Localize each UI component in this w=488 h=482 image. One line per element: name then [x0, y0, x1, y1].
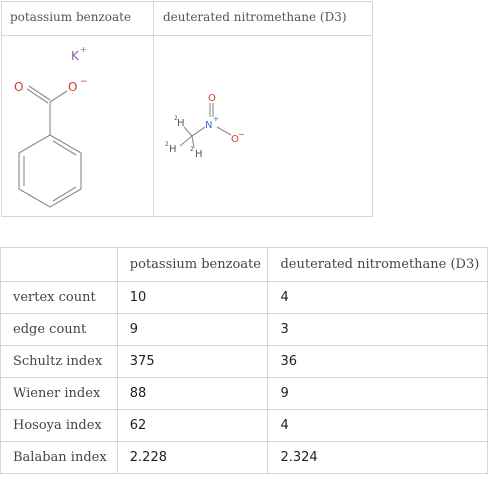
anion-oxygen: O	[68, 80, 78, 94]
deuterium-1: H	[177, 118, 185, 129]
row-label: Balaban index	[1, 442, 118, 474]
row-label: edge count	[1, 314, 118, 346]
row-value-benzoate: 9	[117, 314, 268, 346]
bond-n-o-single	[217, 127, 231, 135]
row-label: Hosoya index	[1, 410, 118, 442]
row-value-nitromethane: 3	[268, 314, 488, 346]
potassium-atom: K	[71, 49, 79, 63]
deuterium-2: H	[169, 144, 177, 155]
structures-table	[0, 0, 373, 218]
deuterium-3: H	[195, 149, 203, 160]
bond-c-o-single	[50, 91, 67, 102]
header-cell-deuterated-nitromethane: deuterated nitromethane (D3)	[268, 248, 488, 282]
row-value-nitromethane: 2.324	[268, 442, 488, 474]
benzoate-bonds	[19, 86, 81, 207]
table-row	[1, 282, 488, 314]
anion-charge: −	[80, 77, 88, 87]
row-value-nitromethane: 4	[268, 410, 488, 442]
header-potassium-benzoate: potassium benzoate	[10, 10, 132, 24]
nitrogen-atom: N	[205, 120, 213, 131]
deuterium-3-mass: 2	[190, 146, 194, 153]
table-row	[1, 346, 488, 378]
table-row	[1, 314, 488, 346]
carbonyl-oxygen: O	[14, 80, 24, 94]
benzene-ring	[19, 135, 81, 207]
nitrogen-charge: +	[213, 115, 219, 123]
table-row	[1, 410, 488, 442]
header-cell-potassium-benzoate: potassium benzoate	[117, 248, 268, 282]
table-row	[1, 442, 488, 474]
row-value-benzoate: 2.228	[117, 442, 268, 474]
deuterated-nitromethane-structure	[165, 93, 245, 160]
header-cell-empty	[1, 248, 118, 282]
row-value-benzoate: 88	[117, 378, 268, 410]
bond-c-d-2	[180, 136, 192, 146]
potassium-charge: +	[80, 45, 87, 54]
header-deuterated-nitromethane: deuterated nitromethane (D3)	[163, 10, 347, 24]
bond-c-d-1	[184, 127, 192, 136]
row-value-benzoate: 62	[117, 410, 268, 442]
oxygen-right: O	[231, 134, 239, 145]
row-value-benzoate: 375	[117, 346, 268, 378]
potassium-benzoate-structure	[14, 45, 88, 207]
row-value-nitromethane: 36	[268, 346, 488, 378]
row-value-benzoate: 10	[117, 282, 268, 314]
bond-c-n	[192, 127, 205, 136]
row-value-nitromethane: 4	[268, 282, 488, 314]
row-label: Schultz index	[1, 346, 118, 378]
row-value-nitromethane: 9	[268, 378, 488, 410]
table-row	[1, 378, 488, 410]
table-header-row	[1, 248, 488, 282]
deuterium-1-mass: 2	[174, 115, 178, 122]
structure-drawings	[0, 0, 373, 218]
deuterium-2-mass: 2	[165, 141, 169, 148]
row-label: Wiener index	[1, 378, 118, 410]
oxygen-right-charge: −	[238, 130, 245, 139]
graph-properties-table	[0, 247, 488, 474]
oxygen-top: O	[208, 93, 216, 104]
row-label: vertex count	[1, 282, 118, 314]
